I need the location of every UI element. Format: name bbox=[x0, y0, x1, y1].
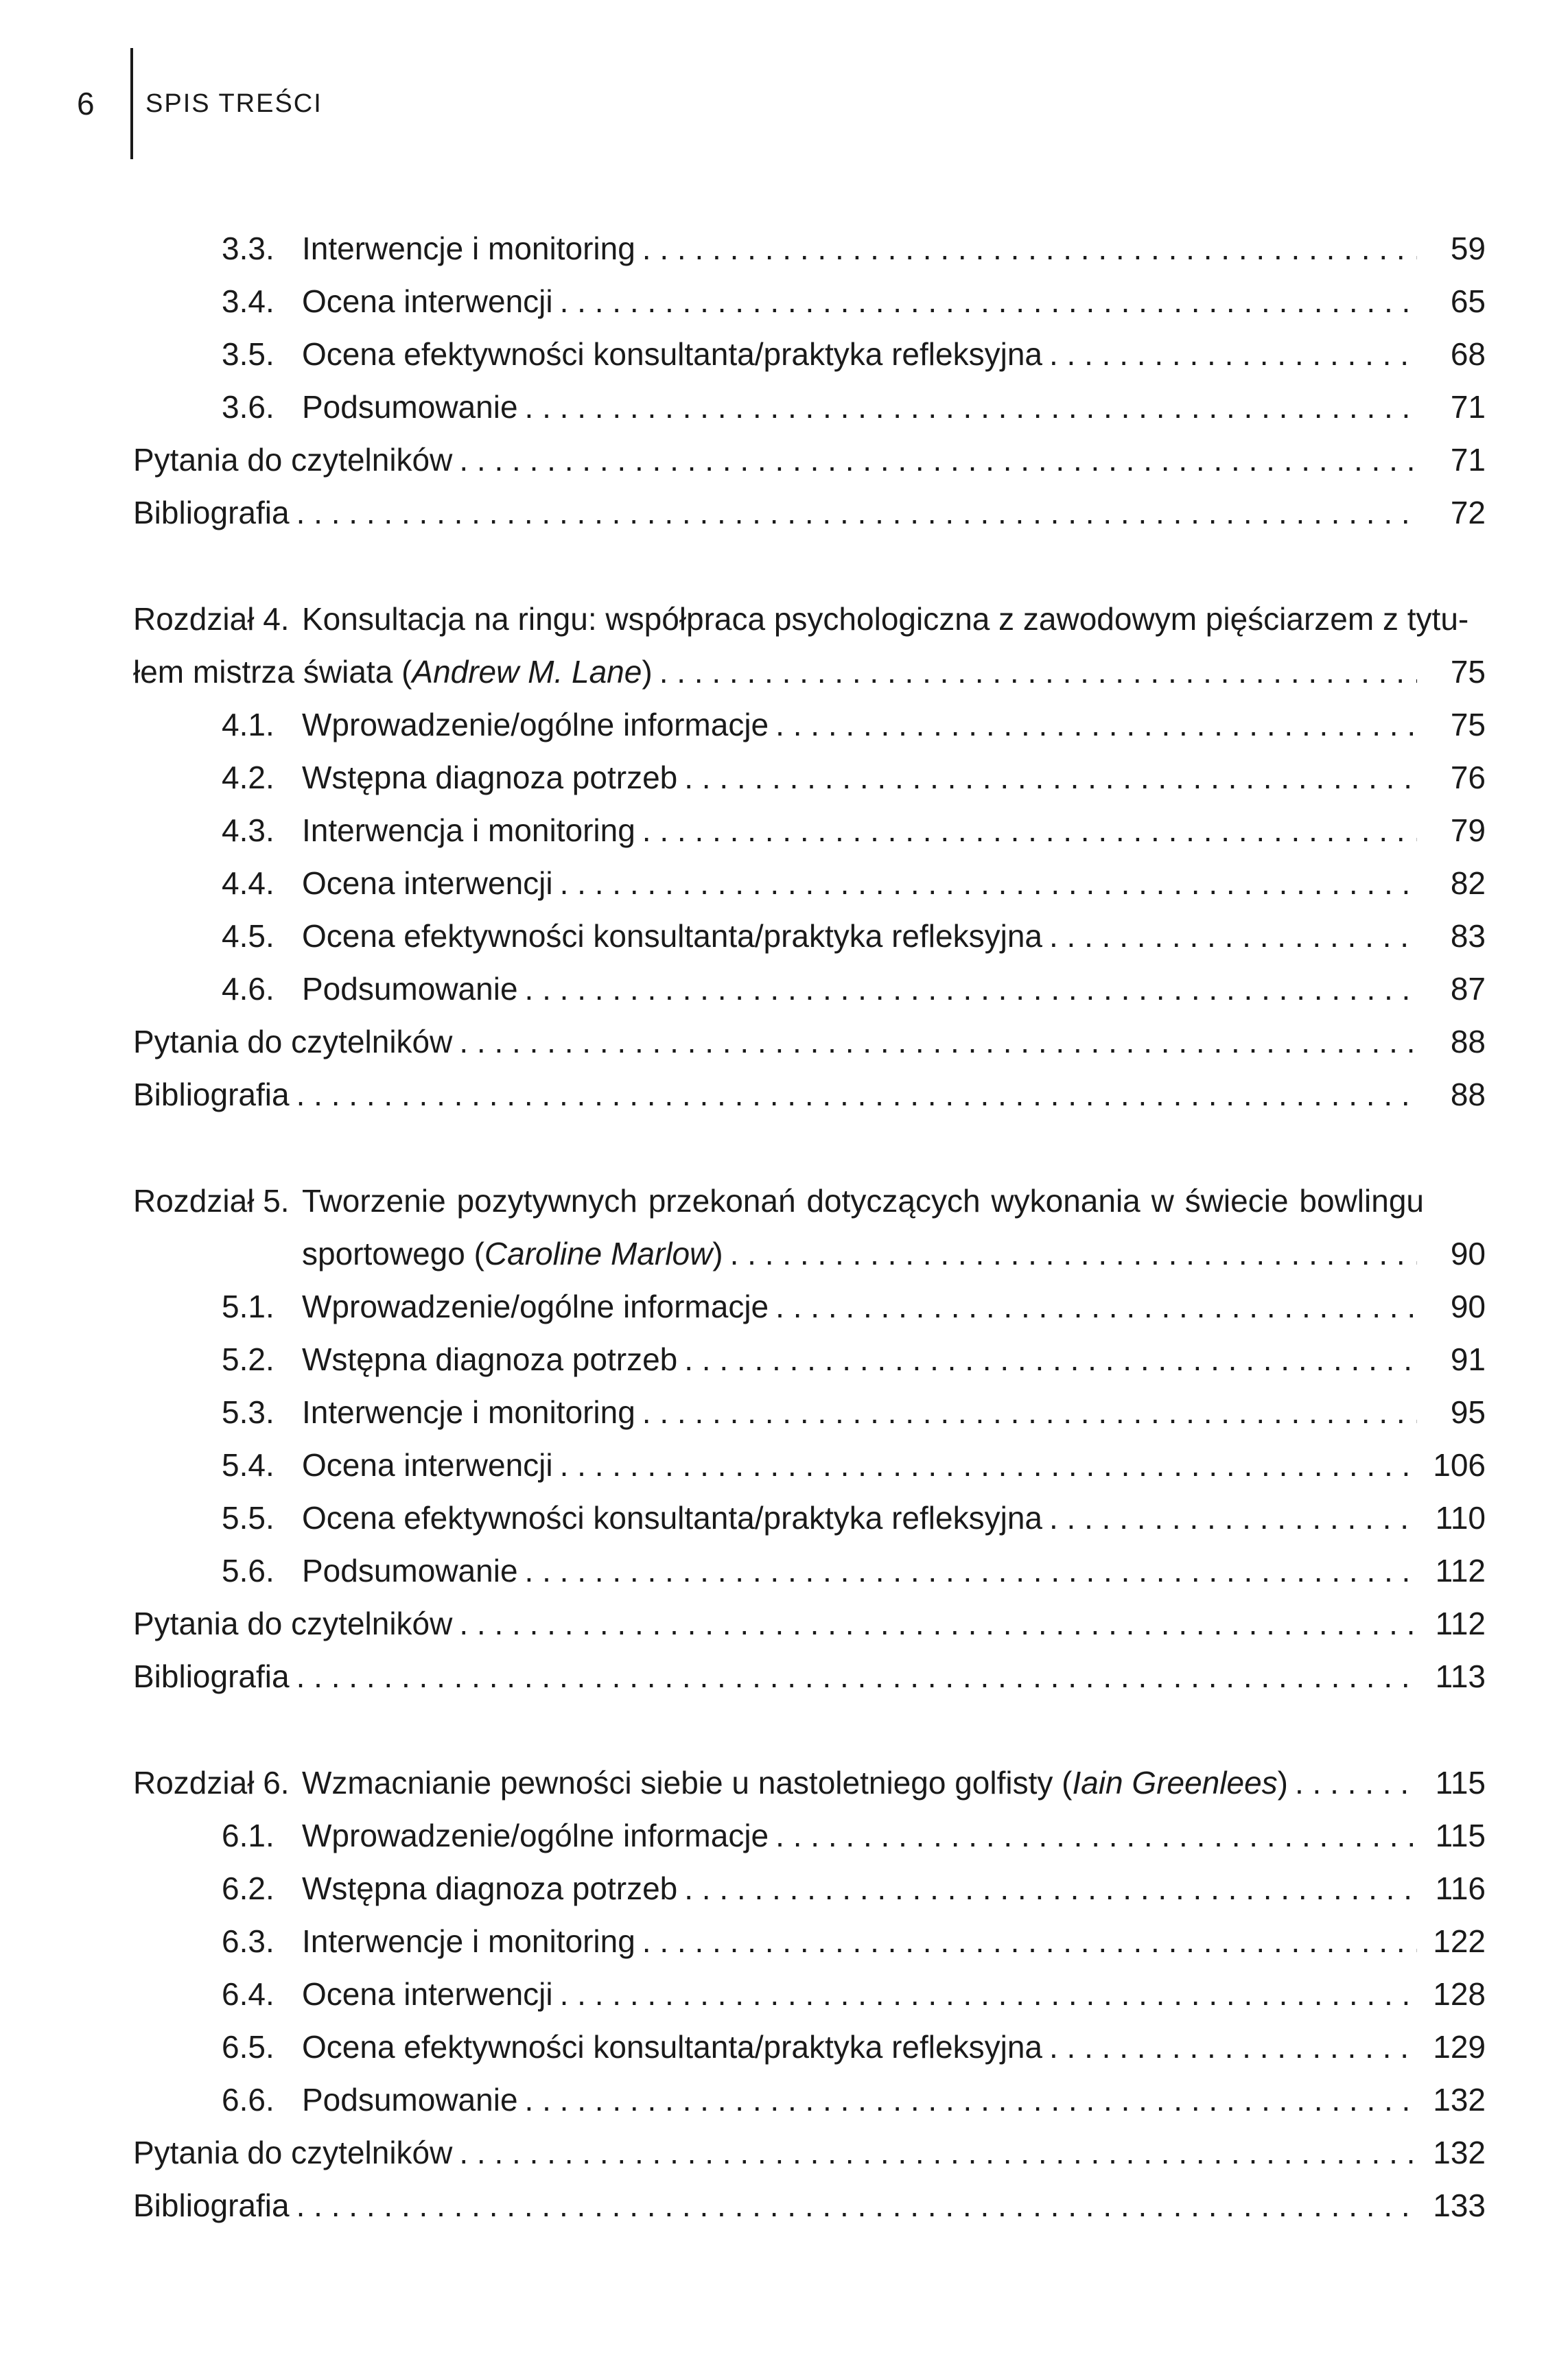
entry-title: Interwencja i monitoring bbox=[302, 812, 635, 848]
toc-entry[interactable] bbox=[133, 1654, 1486, 1698]
entry-title: Interwencje i monitoring bbox=[302, 1394, 635, 1430]
section-number: 3.4. bbox=[222, 283, 274, 319]
entry-title: Wprowadzenie/ogólne informacje bbox=[302, 1289, 769, 1324]
dot-leader bbox=[296, 2183, 1417, 2227]
entry-title: Wprowadzenie/ogólne informacje bbox=[302, 707, 769, 742]
toc-entry[interactable] bbox=[222, 279, 1486, 323]
page-number: 6 bbox=[77, 86, 95, 121]
section-number: 4.5. bbox=[222, 918, 274, 954]
entry-title: Pytania do czytelników bbox=[133, 1024, 453, 1059]
dot-leader bbox=[459, 2131, 1417, 2174]
toc-entry[interactable] bbox=[133, 438, 1486, 482]
chapter-author: Andrew M. Lane bbox=[412, 654, 642, 690]
toc-entry[interactable] bbox=[222, 1496, 1486, 1540]
section-number: 3.3. bbox=[222, 231, 274, 266]
entry-title: Podsumowanie bbox=[302, 2082, 518, 2118]
entry-title: Ocena efektywności konsultanta/praktyka refleksyjna bbox=[302, 918, 1042, 954]
entry-page: 76 bbox=[1450, 760, 1486, 795]
toc-entry[interactable] bbox=[133, 2131, 1486, 2174]
entry-title: Ocena interwencji bbox=[302, 865, 553, 901]
chapter-title-line2: łem mistrza świata (Andrew M. Lane) bbox=[133, 654, 653, 690]
entry-page: 112 bbox=[1435, 1606, 1486, 1641]
toc-entry[interactable] bbox=[222, 1866, 1486, 1910]
chapter-title-line2: sportowego (Caroline Marlow) bbox=[302, 1236, 723, 1271]
entry-page: 79 bbox=[1450, 812, 1486, 848]
dot-leader bbox=[560, 279, 1417, 323]
entry-page: 132 bbox=[1433, 2135, 1486, 2170]
toc-entry[interactable] bbox=[222, 1814, 1486, 1857]
chapter-label: Rozdział 6. bbox=[133, 1765, 290, 1801]
entry-title: Podsumowanie bbox=[302, 389, 518, 425]
section-number: 4.2. bbox=[222, 760, 274, 795]
dot-leader bbox=[525, 967, 1417, 1011]
section-number: 6.3. bbox=[222, 1923, 274, 1959]
toc-entry[interactable] bbox=[133, 1602, 1486, 1645]
dot-leader bbox=[296, 1072, 1417, 1116]
dot-leader bbox=[1295, 1761, 1417, 1805]
entry-page: 88 bbox=[1450, 1077, 1486, 1112]
dot-leader bbox=[525, 385, 1417, 429]
dot-leader bbox=[459, 1602, 1417, 1645]
entry-page: 75 bbox=[1450, 707, 1486, 742]
entry-page: 106 bbox=[1433, 1447, 1486, 1483]
entry-page: 90 bbox=[1450, 1236, 1486, 1271]
dot-leader bbox=[560, 1443, 1417, 1487]
entry-title: Interwencje i monitoring bbox=[302, 231, 635, 266]
dot-leader bbox=[525, 1549, 1417, 1593]
chapter-title-line1: Konsultacja na ringu: współpraca psychologiczna z zawodowym pięściarzem z tytu- bbox=[302, 601, 1469, 637]
dot-leader bbox=[560, 861, 1417, 905]
toc-entry[interactable] bbox=[222, 1390, 1486, 1434]
dot-leader bbox=[296, 1654, 1417, 1698]
toc-entry[interactable] bbox=[222, 2025, 1486, 2069]
entry-page: 116 bbox=[1435, 1871, 1486, 1906]
toc-entry[interactable] bbox=[302, 1232, 1486, 1276]
dot-leader bbox=[642, 1919, 1417, 1963]
toc-entry[interactable] bbox=[222, 385, 1486, 429]
chapter-author: Caroline Marlow bbox=[484, 1236, 713, 1271]
section-number: 6.6. bbox=[222, 2082, 274, 2118]
section-number: 4.1. bbox=[222, 707, 274, 742]
section-number: 6.5. bbox=[222, 2029, 274, 2065]
dot-leader bbox=[459, 1020, 1417, 1064]
chapter-label: Rozdział 4. bbox=[133, 601, 290, 637]
dot-leader bbox=[684, 1337, 1417, 1381]
dot-leader bbox=[1049, 1496, 1417, 1540]
entry-title: Ocena efektywności konsultanta/praktyka refleksyjna bbox=[302, 336, 1042, 372]
chapter-title: Wzmacnianie pewności siebie u nastoletniego golfisty (Iain Greenlees) bbox=[302, 1765, 1288, 1801]
dot-leader bbox=[775, 703, 1417, 747]
entry-page: 68 bbox=[1450, 336, 1486, 372]
section-number: 4.6. bbox=[222, 971, 274, 1007]
chapter-title-line1: Tworzenie pozytywnych przekonań dotyczących wykonania w świecie bowlingu bbox=[302, 1183, 1424, 1219]
toc-entry[interactable] bbox=[222, 1337, 1486, 1381]
toc-entry[interactable] bbox=[133, 1761, 1486, 1805]
dot-leader bbox=[642, 226, 1417, 270]
entry-title: Podsumowanie bbox=[302, 1553, 518, 1589]
entry-title: Bibliografia bbox=[133, 495, 290, 530]
toc-entry[interactable] bbox=[222, 808, 1486, 852]
dot-leader bbox=[642, 1390, 1417, 1434]
section-number: 5.3. bbox=[222, 1394, 274, 1430]
chapter-heading[interactable] bbox=[133, 597, 1486, 641]
toc-entry[interactable] bbox=[222, 1919, 1486, 1963]
toc-entry[interactable] bbox=[222, 2078, 1486, 2122]
section-number: 6.2. bbox=[222, 1871, 274, 1906]
toc-entry[interactable] bbox=[222, 914, 1486, 958]
header-divider bbox=[130, 48, 133, 159]
entry-page: 71 bbox=[1450, 389, 1486, 425]
toc-entry[interactable] bbox=[222, 1285, 1486, 1328]
entry-page: 90 bbox=[1450, 1289, 1486, 1324]
section-number: 5.5. bbox=[222, 1500, 274, 1536]
dot-leader bbox=[684, 1866, 1417, 1910]
section-number: 4.3. bbox=[222, 812, 274, 848]
entry-page: 115 bbox=[1435, 1818, 1486, 1853]
toc-entry[interactable] bbox=[222, 967, 1486, 1011]
entry-title: Wprowadzenie/ogólne informacje bbox=[302, 1818, 769, 1853]
entry-page: 59 bbox=[1450, 231, 1486, 266]
entry-page: 95 bbox=[1450, 1394, 1486, 1430]
entry-title: Bibliografia bbox=[133, 2188, 290, 2223]
entry-page: 115 bbox=[1435, 1765, 1486, 1801]
section-number: 3.5. bbox=[222, 336, 274, 372]
section-number: 5.4. bbox=[222, 1447, 274, 1483]
toc-entry[interactable] bbox=[222, 1443, 1486, 1487]
dot-leader bbox=[730, 1232, 1417, 1276]
entry-page: 83 bbox=[1450, 918, 1486, 954]
entry-page: 91 bbox=[1450, 1341, 1486, 1377]
entry-title: Interwencje i monitoring bbox=[302, 1923, 635, 1959]
section-number: 5.2. bbox=[222, 1341, 274, 1377]
entry-title: Wstępna diagnoza potrzeb bbox=[302, 1341, 678, 1377]
toc-entry[interactable] bbox=[133, 491, 1486, 535]
section-number: 6.4. bbox=[222, 1976, 274, 2012]
entry-page: 122 bbox=[1433, 1923, 1486, 1959]
entry-title: Pytania do czytelników bbox=[133, 2135, 453, 2170]
toc-entry[interactable] bbox=[222, 703, 1486, 747]
dot-leader bbox=[775, 1285, 1417, 1328]
toc-entry[interactable] bbox=[133, 650, 1486, 694]
toc-entry[interactable] bbox=[222, 1972, 1486, 2016]
entry-title: Ocena interwencji bbox=[302, 1447, 553, 1483]
entry-page: 87 bbox=[1450, 971, 1486, 1007]
toc-entry[interactable] bbox=[133, 1072, 1486, 1116]
entry-title: Ocena interwencji bbox=[302, 1976, 553, 2012]
dot-leader bbox=[560, 1972, 1417, 2016]
running-header-title: SPIS TREŚCI bbox=[145, 89, 323, 118]
entry-title: Bibliografia bbox=[133, 1077, 290, 1112]
entry-page: 128 bbox=[1433, 1976, 1486, 2012]
section-number: 3.6. bbox=[222, 389, 274, 425]
entry-page: 133 bbox=[1433, 2188, 1486, 2223]
chapter-heading[interactable] bbox=[133, 1179, 1486, 1223]
chapter-author: Iain Greenlees bbox=[1072, 1765, 1278, 1801]
dot-leader bbox=[642, 808, 1417, 852]
entry-title: Bibliografia bbox=[133, 1658, 290, 1694]
entry-title: Wstępna diagnoza potrzeb bbox=[302, 1871, 678, 1906]
section-number: 5.1. bbox=[222, 1289, 274, 1324]
entry-page: 110 bbox=[1435, 1500, 1486, 1536]
toc-entry[interactable] bbox=[133, 2183, 1486, 2227]
entry-title: Pytania do czytelników bbox=[133, 442, 453, 478]
entry-page: 65 bbox=[1450, 283, 1486, 319]
entry-page: 88 bbox=[1450, 1024, 1486, 1059]
dot-leader bbox=[1049, 2025, 1417, 2069]
dot-leader bbox=[1049, 332, 1417, 376]
entry-page: 71 bbox=[1450, 442, 1486, 478]
entry-title: Ocena efektywności konsultanta/praktyka refleksyjna bbox=[302, 2029, 1042, 2065]
entry-page: 75 bbox=[1450, 654, 1486, 690]
dot-leader bbox=[659, 650, 1417, 694]
entry-title: Ocena efektywności konsultanta/praktyka refleksyjna bbox=[302, 1500, 1042, 1536]
toc-entry[interactable] bbox=[222, 1549, 1486, 1593]
entry-title: Pytania do czytelników bbox=[133, 1606, 453, 1641]
toc-entry[interactable] bbox=[222, 861, 1486, 905]
dot-leader bbox=[296, 491, 1417, 535]
entry-page: 72 bbox=[1450, 495, 1486, 530]
entry-page: 129 bbox=[1433, 2029, 1486, 2065]
entry-page: 113 bbox=[1435, 1658, 1486, 1694]
dot-leader bbox=[684, 755, 1417, 799]
dot-leader bbox=[525, 2078, 1417, 2122]
toc-entry[interactable] bbox=[222, 226, 1486, 270]
dot-leader bbox=[1049, 914, 1417, 958]
entry-title: Podsumowanie bbox=[302, 971, 518, 1007]
toc-entry[interactable] bbox=[222, 755, 1486, 799]
section-number: 6.1. bbox=[222, 1818, 274, 1853]
toc-entry[interactable] bbox=[222, 332, 1486, 376]
section-number: 4.4. bbox=[222, 865, 274, 901]
entry-title: Wstępna diagnoza potrzeb bbox=[302, 760, 678, 795]
section-number: 5.6. bbox=[222, 1553, 274, 1589]
entry-page: 82 bbox=[1450, 865, 1486, 901]
entry-page: 112 bbox=[1435, 1553, 1486, 1589]
dot-leader bbox=[459, 438, 1417, 482]
toc-entry[interactable] bbox=[133, 1020, 1486, 1064]
entry-title: Ocena interwencji bbox=[302, 283, 553, 319]
dot-leader bbox=[775, 1814, 1417, 1857]
chapter-label: Rozdział 5. bbox=[133, 1183, 290, 1219]
entry-page: 132 bbox=[1433, 2082, 1486, 2118]
